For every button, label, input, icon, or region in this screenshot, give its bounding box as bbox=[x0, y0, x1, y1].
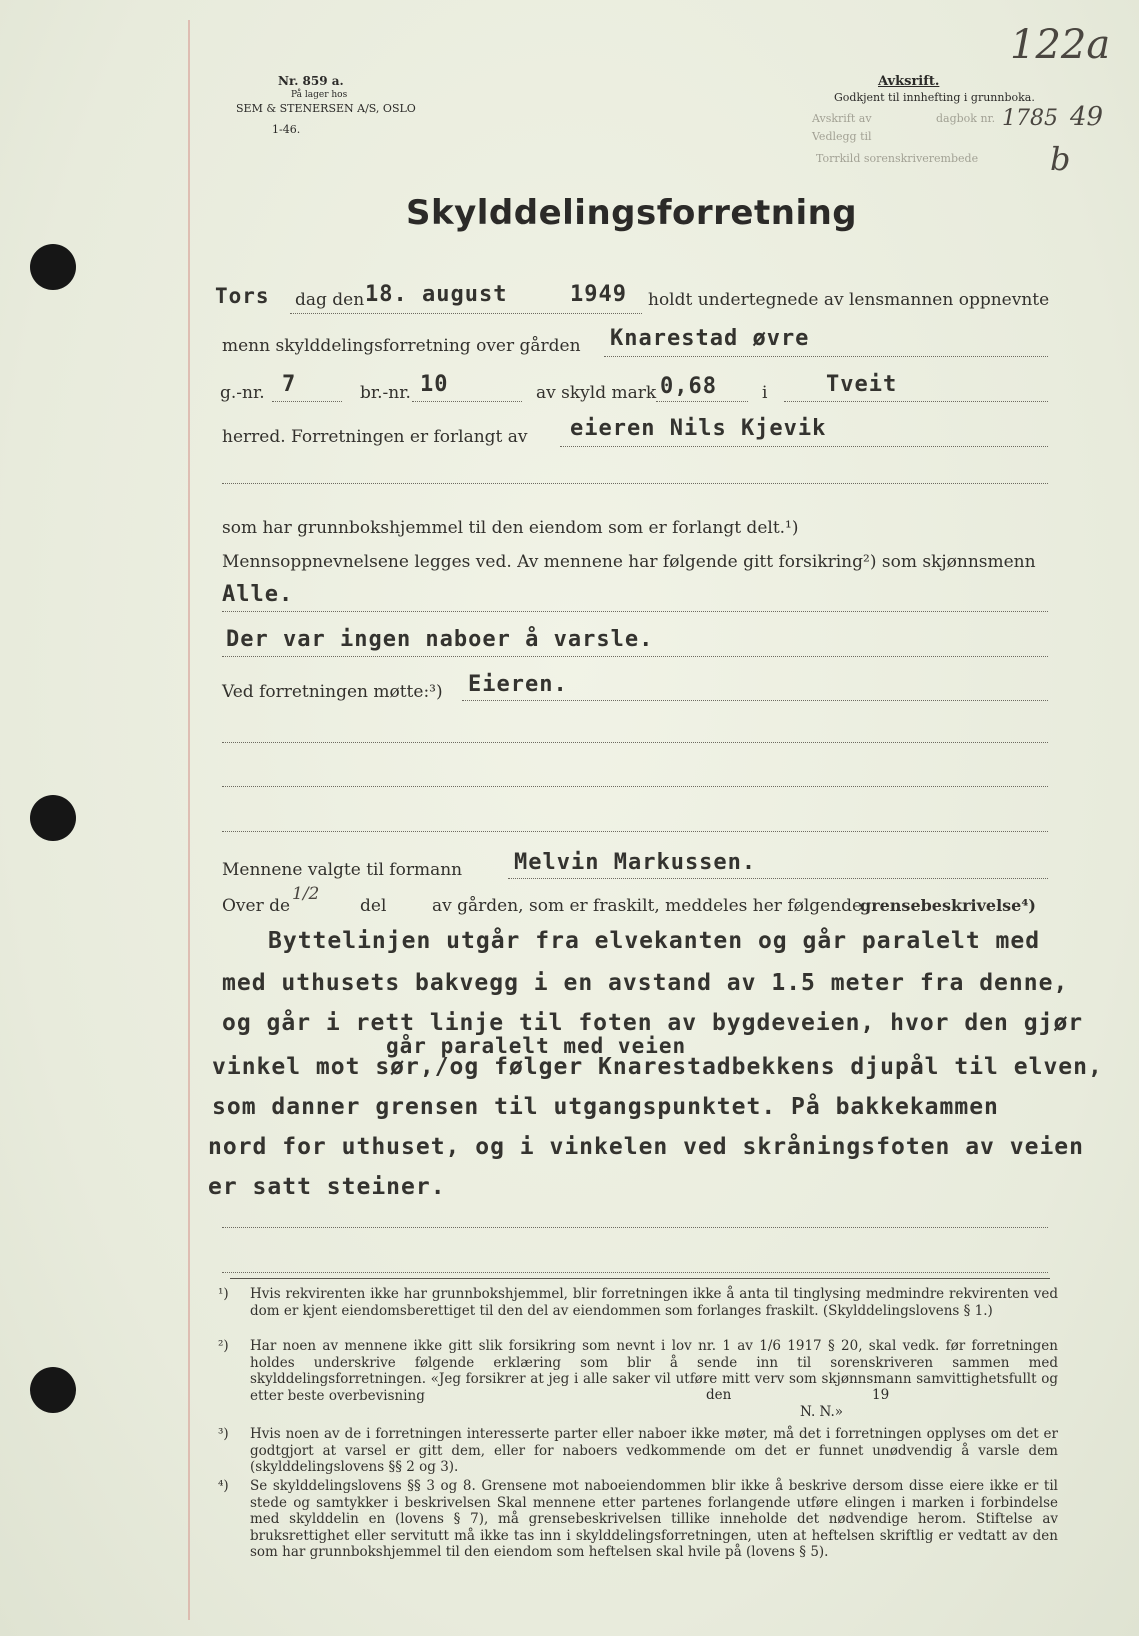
formann-label: Mennene valgte til formann bbox=[222, 860, 463, 880]
grunnbok-text: som har grunnbokshjemmel til den eiendom som er forlangt delt.¹) bbox=[222, 518, 799, 538]
herred-label: herred. Forretningen er forlangt av bbox=[222, 427, 528, 447]
skyld-value: 0,68 bbox=[660, 374, 717, 399]
boundary-insertion: går paralelt med veien bbox=[386, 1034, 687, 1058]
boundary-line-7: er satt steiner. bbox=[208, 1174, 446, 1200]
stamp-dagbok-number: 1785 bbox=[1002, 106, 1058, 131]
margin-rule bbox=[188, 20, 190, 1620]
footnote-separator bbox=[230, 1278, 1050, 1279]
boundary-line-4: vinkel mot sør,/og følger Knarestadbekkens djupål til elven, bbox=[212, 1054, 1103, 1080]
stamp-line2: Vedlegg til bbox=[812, 130, 872, 143]
punch-hole-middle bbox=[30, 795, 76, 841]
farm-label: menn skylddelingsforretning over gården bbox=[222, 336, 581, 356]
requested-by: eieren Nils Kjevik bbox=[570, 416, 827, 441]
bnr-label: br.-nr. bbox=[360, 383, 411, 403]
skyld-label: av skyld mark bbox=[536, 383, 657, 403]
fraskilt-text: av gården, som er fraskilt, meddeles her følgende bbox=[432, 896, 863, 916]
footnote-4: ⁴) Se skylddelingslovens §§ 3 og 8. Grensene mot naboeiendommen blir ikke å beskrive dersom disse eiere ikke er til stede og samtykker i beskrivelsen Skal mennene etter partenes forlangende utføre elingen i marken i forbindelse med skylddelin en (lovens § 7), må grensebeskrivelsen tillike inneholde det nødvendige herom. Stiftelse av bruksrettighet eller servitutt må ikke tas inn i skylddelingsforretningen, uten at heftelsen skriftlig er vedtatt av den som har grunnbokshjemmel til den eiendom som heftelsen skal hvile på (lovens § 5). bbox=[218, 1478, 1058, 1560]
naboer-text: Der var ingen naboer å varsle. bbox=[226, 627, 654, 652]
punch-hole-top bbox=[30, 244, 76, 290]
grense-label: grensebeskrivelse⁴) bbox=[860, 896, 1036, 915]
oath-19: 19 bbox=[872, 1387, 890, 1403]
mennsoppnevnelse-text: Mennsoppnevnelsene legges ved. Av mennene har følgende gitt forsikring²) som skjønnsmenn bbox=[222, 552, 1036, 572]
after-year-text: holdt undertegnede av lensmannen oppnevnte bbox=[648, 290, 1050, 310]
footnote-1: ¹) Hvis rekvirenten ikke har grunnbokshjemmel, blir forretningen ikke å anta til tinglysing medmindre rekvirenten ved dom er kjent eiendomsberettiget til den del av eiendommen som forlanges fraskilt. (Skylddelingslovens § 1.) bbox=[218, 1286, 1058, 1319]
document-title: Skylddelingsforretning bbox=[406, 193, 858, 233]
stamp-letter: b bbox=[1050, 140, 1071, 178]
stamp-dagbok-label: dagbok nr. bbox=[936, 112, 996, 125]
over-fraction: 1/2 bbox=[292, 884, 320, 904]
stamp-approval: Godkjent til innhefting i grunnboka. bbox=[834, 91, 1035, 104]
stamp-year: 49 bbox=[1070, 102, 1104, 132]
mote-label: Ved forretningen møtte:³) bbox=[222, 682, 443, 702]
form-edition: 1-46. bbox=[272, 123, 301, 136]
boundary-line-1: Byttelinjen utgår fra elvekanten og går paralelt med bbox=[268, 928, 1041, 954]
stamp-heading: Avksrift. bbox=[878, 74, 940, 89]
boundary-line-5: som danner grensen til utgangspunktet. På bakkekammen bbox=[212, 1094, 999, 1120]
footnote-3: ³) Hvis noen av de i forretningen interesserte parter eller naboer ikke møter, må det i forretningen opplyses om det er godtgjort at varsel er gitt dem, eller for naboers vedkommende om det er funnet unødvendig å varsle dem (skylddelingslovens §§ 2 og 3). bbox=[218, 1426, 1058, 1475]
municipality-value: Tveit bbox=[826, 372, 898, 397]
gnr-label: g.-nr. bbox=[220, 383, 265, 403]
bnr-value: 10 bbox=[420, 372, 449, 397]
boundary-line-3: og går i rett linje til foten av bygdeveien, hvor den gjør bbox=[222, 1010, 1084, 1036]
year-value: 1949 bbox=[570, 282, 627, 307]
publisher-line2: SEM & STENERSEN A/S, OSLO bbox=[236, 102, 416, 115]
dag-den-label: dag den bbox=[295, 290, 365, 310]
oath-den: den bbox=[706, 1387, 732, 1403]
punch-hole-bottom bbox=[30, 1367, 76, 1413]
page-number: 122a bbox=[1010, 22, 1111, 68]
stamp-line1: Avskrift av bbox=[812, 112, 872, 125]
over-label: Over de bbox=[222, 896, 291, 916]
publisher-line1: På lager hos bbox=[291, 90, 348, 100]
boundary-line-2: med uthusets bakvegg i en avstand av 1.5 meter fra denne, bbox=[222, 970, 1069, 996]
del-label: del bbox=[360, 896, 387, 916]
i-label: i bbox=[762, 383, 768, 403]
farm-name: Knarestad øvre bbox=[610, 326, 810, 351]
footnote-2: ²) Har noen av mennene ikke gitt slik forsikring som nevnt i lov nr. 1 av 1/6 1917 § 20, skal vedk. før forretningen holdes underskrive følgende erklæring som blir å sende inn til sorenskriveren sammen med skylddelingsforretningen. «Jeg forsikrer at jeg i alle saker vil utføre mitt verv som skjønnsmann samvittighetsfullt og etter beste overbevisning bbox=[218, 1338, 1058, 1404]
gnr-value: 7 bbox=[282, 372, 297, 397]
forsikring-answer: Alle. bbox=[222, 582, 294, 607]
formann-value: Melvin Markussen. bbox=[514, 850, 757, 875]
oath-nn: N. N.» bbox=[800, 1404, 844, 1420]
boundary-line-6: nord for uthuset, og i vinkelen ved skråningsfoten av veien bbox=[208, 1134, 1084, 1160]
form-number: Nr. 859 a. bbox=[278, 74, 344, 88]
date-value: 18. august bbox=[365, 282, 508, 307]
stamp-line3: Torrkild sorenskriverembede bbox=[816, 152, 979, 165]
mote-answer: Eieren. bbox=[468, 672, 568, 697]
weekday-prefix: Tors bbox=[215, 284, 270, 308]
